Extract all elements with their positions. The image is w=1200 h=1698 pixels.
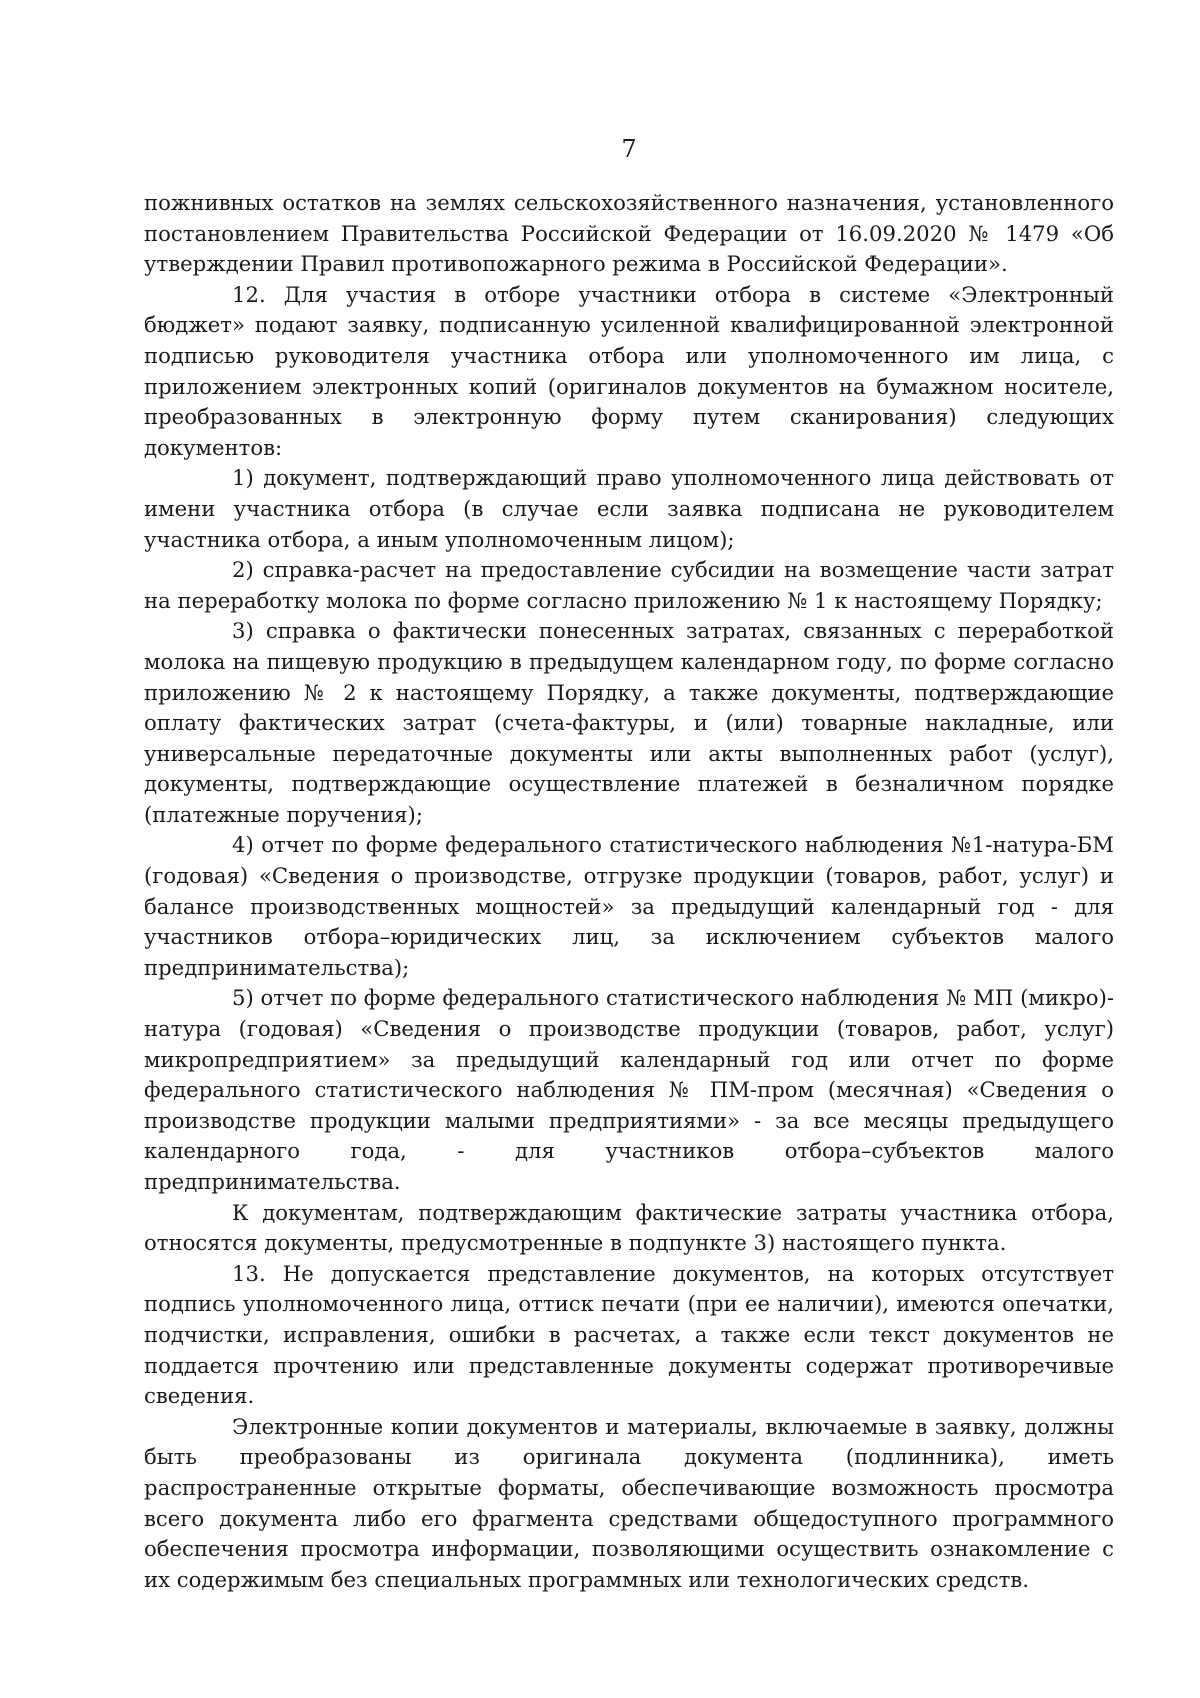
list-item-2: 2) справка-расчет на предоставление субсидии на возмещение части затрат на переработку молока по форме согласно приложению № 1 к настоящему Порядку; (144, 557, 1114, 613)
document-body (144, 188, 1114, 1595)
list-item-1: 1) документ, подтверждающий право уполномоченного лица действовать от имени участника отбора (в случае если заявка подписана не руководителем участника отбора, а иным уполномоченным лицом); (144, 465, 1114, 552)
paragraph-supporting-documents: К документам, подтверждающим фактические затраты участника отбора, относятся документы, предусмотренные в подпункте 3) настоящего пункта. (144, 1199, 1114, 1256)
page-number: 7 (621, 135, 637, 163)
paragraph-continuation: пожнивных остатков на землях сельскохозяйственного назначения, установленного постановлением Правительства Российской Федерации от 16.09.2020 № 1479 «Об утверждении Правил противопожарного режима в Российской Федерации». (144, 190, 1114, 277)
paragraph-clause-13: 13. Не допускается представление документов, на которых отсутствует подпись уполномоченного лица, оттиск печати (при ее наличии), имеются опечатки, подчистки, исправления, ошибки в расчетах, а также если текст документов не поддается прочтению или представленные документы содержат противоречивые сведения. (144, 1260, 1114, 1409)
list-item-4: 4) отчет по форме федерального статистического наблюдения №1-натура-БМ (годовая) «Сведения о производстве, отгрузке продукции (товаров, работ, услуг) и балансе производственных мощностей» за предыдущий календарный год - для участников отбора–юридических лиц, за исключением субъектов малого предпринимательства); (144, 832, 1114, 980)
list-item-5: 5) отчет по форме федерального статистического наблюдения № МП (микро)-натура (годовая) «Сведения о производстве продукции (товаров, работ, услуг) микропредприятием» за предыдущий календарный год или отчет по форме федерального статистического наблюдения № ПМ-пром (месячная) «Сведения о производстве продукции малыми предприятиями» - за все месяцы предыдущего календарного года, - для участников отбора–субъектов малого предпринимательства. (144, 985, 1114, 1194)
list-item-3: 3) справка о фактически понесенных затратах, связанных с переработкой молока на пищевую продукцию в предыдущем календарном году, по форме согласно приложению № 2 к настоящему Порядку, а также документы, подтверждающие оплату фактических затрат (счета-фактуры, и (или) товарные накладные, или универсальные передаточные документы или акты выполненных работ (услуг), документы, подтверждающие осуществление платежей в безналичном порядке (платежные поручения); (144, 618, 1114, 827)
paragraph-electronic-copies: Электронные копии документов и материалы, включаемые в заявку, должны быть преобразованы из оригинала документа (подлинника), иметь распространенные открытые форматы, обеспечивающие возможность просмотра всего документа либо его фрагмента средствами общедоступного программного обеспечения просмотра информации, позволяющими осуществить ознакомление с их содержимым без специальных программных или технологических средств. (144, 1413, 1114, 1592)
paragraph-clause-12: 12. Для участия в отборе участники отбора в системе «Электронный бюджет» подают заявку, подписанную усиленной квалифицированной электронной подписью руководителя участника отбора или уполномоченного им лица, с приложением электронных копий (оригиналов документов на бумажном носителе, преобразованных в электронную форму путем сканирования) следующих документов: (144, 281, 1114, 460)
